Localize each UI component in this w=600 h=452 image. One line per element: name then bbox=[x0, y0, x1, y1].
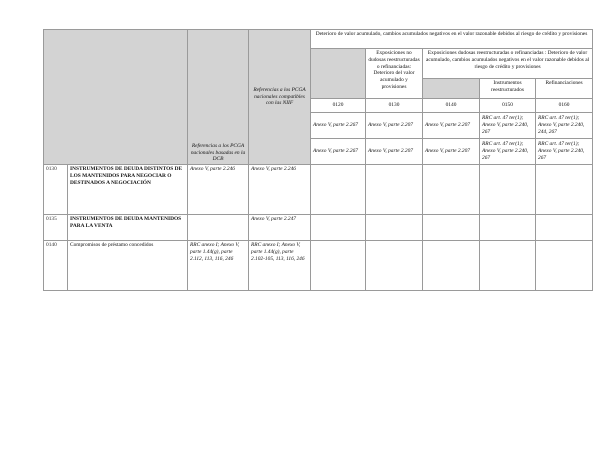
data-cell bbox=[311, 215, 366, 241]
row-label: INSTRUMENTOS DE DEUDA MANTENIDOS PARA LA VENTA bbox=[68, 215, 188, 241]
data-cell bbox=[480, 165, 536, 215]
row-ref-dcb: Anexo V, parte 2.246 bbox=[188, 165, 249, 215]
header-no-dudosas: Exposiciones no dudosas reestructuradas o refinanciadas: Deterioro del valor acumulado y provisiones bbox=[366, 49, 423, 99]
data-cell bbox=[311, 241, 366, 291]
ref-cell: Anexo V, parte 2.267 bbox=[311, 113, 366, 139]
header-blank-cell-2 bbox=[423, 79, 480, 99]
row-ref-niif: Anexo V, parte 2.246 bbox=[249, 165, 311, 215]
data-cell bbox=[536, 165, 593, 215]
row-ref-niif: Anexo V, parte 2.247 bbox=[249, 215, 311, 241]
col-code: 0130 bbox=[366, 99, 423, 113]
ref-cell: Anexo V, parte 2.207 bbox=[423, 139, 480, 165]
row-code: 0140 bbox=[44, 241, 68, 291]
data-cell bbox=[480, 241, 536, 291]
data-cell bbox=[366, 241, 423, 291]
row-label: Compromisos de préstamo concedidos bbox=[68, 241, 188, 291]
row-code: 0135 bbox=[44, 215, 68, 241]
row-label: INSTRUMENTOS DE DEUDA DISTINTOS DE LOS MANTENIDOS PARA NEGOCIAR O DESTINADOS A NEGOCIACIÓN bbox=[68, 165, 188, 215]
table-row bbox=[44, 215, 593, 241]
ref-cell: RRC art. 47 ter(1); Anexo V, parte 2.240, 267 bbox=[536, 139, 593, 165]
data-cell bbox=[480, 215, 536, 241]
table-row bbox=[44, 241, 593, 291]
col-code: 0150 bbox=[480, 99, 536, 113]
data-cell bbox=[423, 165, 480, 215]
col-code: 0140 bbox=[423, 99, 480, 113]
col-code: 0120 bbox=[311, 99, 366, 113]
ref-cell: Anexo V, parte 2.207 bbox=[366, 139, 423, 165]
header-ref-niif: Referencias a los PCGA nacionales compatibles con las NIIF bbox=[249, 30, 311, 165]
ref-cell: RRC art. 47 ter(1); Anexo V, parte 2.240, 267 bbox=[480, 139, 536, 165]
header-corner-cell bbox=[44, 30, 188, 165]
ref-cell: Anexo V, parte 2.267 bbox=[311, 139, 366, 165]
ref-cell: Anexo V, parte 2.207 bbox=[366, 113, 423, 139]
row-ref-niif: RRC anexo I; Anexo V, parte 1.44(g), parte 2.102-105, 113, 116, 246 bbox=[249, 241, 311, 291]
data-cell bbox=[536, 215, 593, 241]
header-refinanc: Refinanciaciones bbox=[536, 79, 593, 99]
header-deterioro: Deterioro de valor acumulado, cambios acumulados negativos en el valor razonable debidos al riesgo de crédito y provisiones bbox=[311, 30, 593, 49]
table-row bbox=[44, 165, 593, 215]
header-dudosas: Exposiciones dudosas reestructuradas o refinanciadas : Deterioro de valor acumulado, cambios acumulados negativos en el valor razonable debidos al riesgo de crédito y provisiones bbox=[423, 49, 593, 79]
header-blank-cell bbox=[311, 49, 366, 99]
data-cell bbox=[536, 241, 593, 291]
data-cell bbox=[423, 215, 480, 241]
ref-cell: RRC art. 47 ter(1); Anexo V, parte 2.240, 244, 267 bbox=[536, 113, 593, 139]
ref-cell: RRC art. 47 ter(1); Anexo V, parte 2.240, 267 bbox=[480, 113, 536, 139]
header-instr-reest: Instrumentos reestructurados bbox=[480, 79, 536, 99]
col-code: 0160 bbox=[536, 99, 593, 113]
data-cell bbox=[366, 165, 423, 215]
row-ref-dcb: RRC anexo I; Anexo V, parte 1.44(g), parte 2.112, 113, 116, 246 bbox=[188, 241, 249, 291]
data-cell bbox=[423, 241, 480, 291]
data-cell bbox=[366, 215, 423, 241]
row-ref-dcb bbox=[188, 215, 249, 241]
header-ref-dcb: Referencias a los PCGA nacionales basadas en la DCB bbox=[188, 30, 249, 165]
row-code: 0130 bbox=[44, 165, 68, 215]
data-cell bbox=[311, 165, 366, 215]
ref-cell: Anexo V, parte 2.207 bbox=[423, 113, 480, 139]
finrep-table bbox=[43, 29, 593, 291]
